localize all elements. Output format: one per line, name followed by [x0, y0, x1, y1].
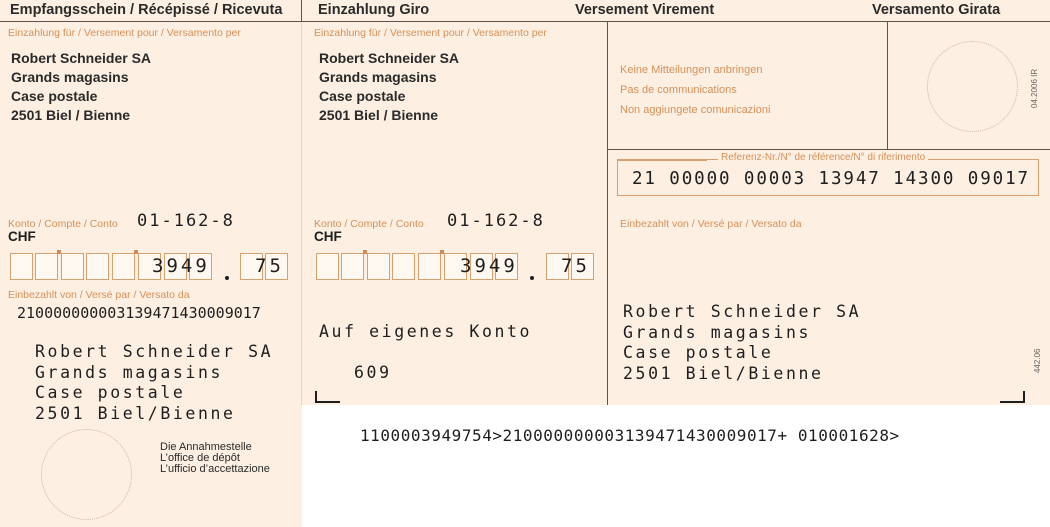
reference-label: Referenz-Nr./N° de référence/N° di riferimento: [718, 152, 928, 163]
stamp-divider: [887, 22, 888, 149]
stamp-circle: [41, 429, 132, 520]
receipt-reference-line: 210000000003139471430009017: [17, 304, 261, 322]
thousands-tick: [363, 250, 367, 254]
form-code-top: 04.2006 IR: [1030, 68, 1039, 108]
notice-line: Pas de communications: [620, 84, 737, 96]
receipt-payer-address: [35, 342, 273, 424]
section-divider: [607, 22, 608, 405]
beneficiary-line: Case postale: [11, 88, 98, 104]
stamp-circle: [927, 41, 1018, 132]
paid-by-label: Einbezahlt von / Versé par / Versato da: [620, 218, 802, 230]
receipt-title: Empfangsschein / Récépissé / Ricevuta: [10, 2, 283, 18]
beneficiary-address: [11, 49, 151, 125]
amount-box: [316, 253, 339, 280]
account-label: Konto / Compte / Conto: [314, 218, 424, 230]
decimal-point: [530, 276, 534, 280]
notice-line: Non aggiungete comunicazioni: [620, 104, 771, 116]
giro-title-it: Versamento Girata: [872, 2, 1001, 18]
payer-line: Robert Schneider SA: [35, 342, 274, 361]
form-code-bottom: 442.06: [1033, 348, 1042, 373]
account-number: 01-162-8: [447, 211, 545, 231]
office-line: L’ufficio d’accettazione: [160, 463, 270, 475]
giro-note: Auf eigenes Konto: [319, 322, 533, 341]
beneficiary-line: 2501 Biel / Bienne: [319, 107, 439, 123]
amount-centimes: 75: [255, 255, 284, 277]
currency-label: CHF: [8, 229, 36, 244]
beneficiary-address: [319, 49, 459, 125]
account-number: 01-162-8: [137, 211, 235, 231]
payable-to-label: Einzahlung für / Versement pour / Versamento per: [8, 27, 241, 39]
payer-line: 2501 Biel/Bienne: [623, 363, 824, 383]
payer-line: Grands magasins: [623, 322, 812, 342]
amount-box: [392, 253, 415, 280]
giro-title-fr: Versement Virement: [575, 2, 715, 18]
beneficiary-line: Case postale: [319, 88, 406, 104]
notice-line: Keine Mitteilungen anbringen: [620, 64, 763, 76]
coding-line-zone: [302, 405, 1050, 527]
reference-number: 21 00000 00003 13947 14300 09017: [632, 169, 1030, 189]
amount-box: [367, 253, 390, 280]
thousands-tick: [134, 250, 138, 254]
amount-box: [112, 253, 135, 280]
amount-box: [341, 253, 364, 280]
perforation: [301, 22, 302, 405]
giro-title-de: Einzahlung Giro: [318, 2, 430, 18]
ref-box-top: [617, 159, 707, 161]
corner-mark-right: [1000, 391, 1025, 403]
acceptance-office-label: [160, 442, 270, 475]
corner-mark-left: [315, 391, 340, 403]
thousands-tick: [440, 250, 444, 254]
messages-bottom-rule: [607, 149, 1050, 150]
amount-francs: 3949: [460, 255, 518, 277]
giro-payer-address: [623, 302, 861, 384]
currency-label: CHF: [314, 229, 342, 244]
payer-line: Robert Schneider SA: [623, 302, 862, 321]
payable-to-label: Einzahlung für / Versement pour / Versamento per: [314, 27, 547, 39]
office-line: Die Annahmestelle: [160, 441, 252, 453]
amount-francs: 3949: [152, 255, 210, 277]
amount-box: [61, 253, 84, 280]
payer-line: Grands magasins: [35, 362, 224, 382]
amount-centimes: 75: [561, 255, 590, 277]
amount-box: [35, 253, 58, 280]
payer-line: Case postale: [35, 383, 186, 402]
beneficiary-line: 2501 Biel / Bienne: [11, 107, 131, 123]
payer-line: Case postale: [623, 343, 774, 362]
amount-box: [10, 253, 33, 280]
header-divider: [301, 0, 302, 22]
thousands-tick: [57, 250, 61, 254]
decimal-point: [225, 276, 229, 280]
paid-by-label: Einbezahlt von / Versé par / Versato da: [8, 289, 190, 301]
amount-box: [418, 253, 441, 280]
giro-note-number: 609: [354, 363, 392, 382]
coding-line: 1100003949754>210000000003139471430009017+ 010001628>: [360, 426, 900, 445]
beneficiary-line: Robert Schneider SA: [11, 50, 152, 66]
beneficiary-line: Grands magasins: [319, 69, 437, 85]
office-line: L’office de dépôt: [160, 452, 240, 464]
amount-box: [86, 253, 109, 280]
payer-line: 2501 Biel/Bienne: [35, 403, 236, 423]
beneficiary-line: Robert Schneider SA: [319, 50, 460, 66]
no-messages-notice: [620, 60, 770, 120]
beneficiary-line: Grands magasins: [11, 69, 129, 85]
account-label: Konto / Compte / Conto: [8, 218, 118, 230]
